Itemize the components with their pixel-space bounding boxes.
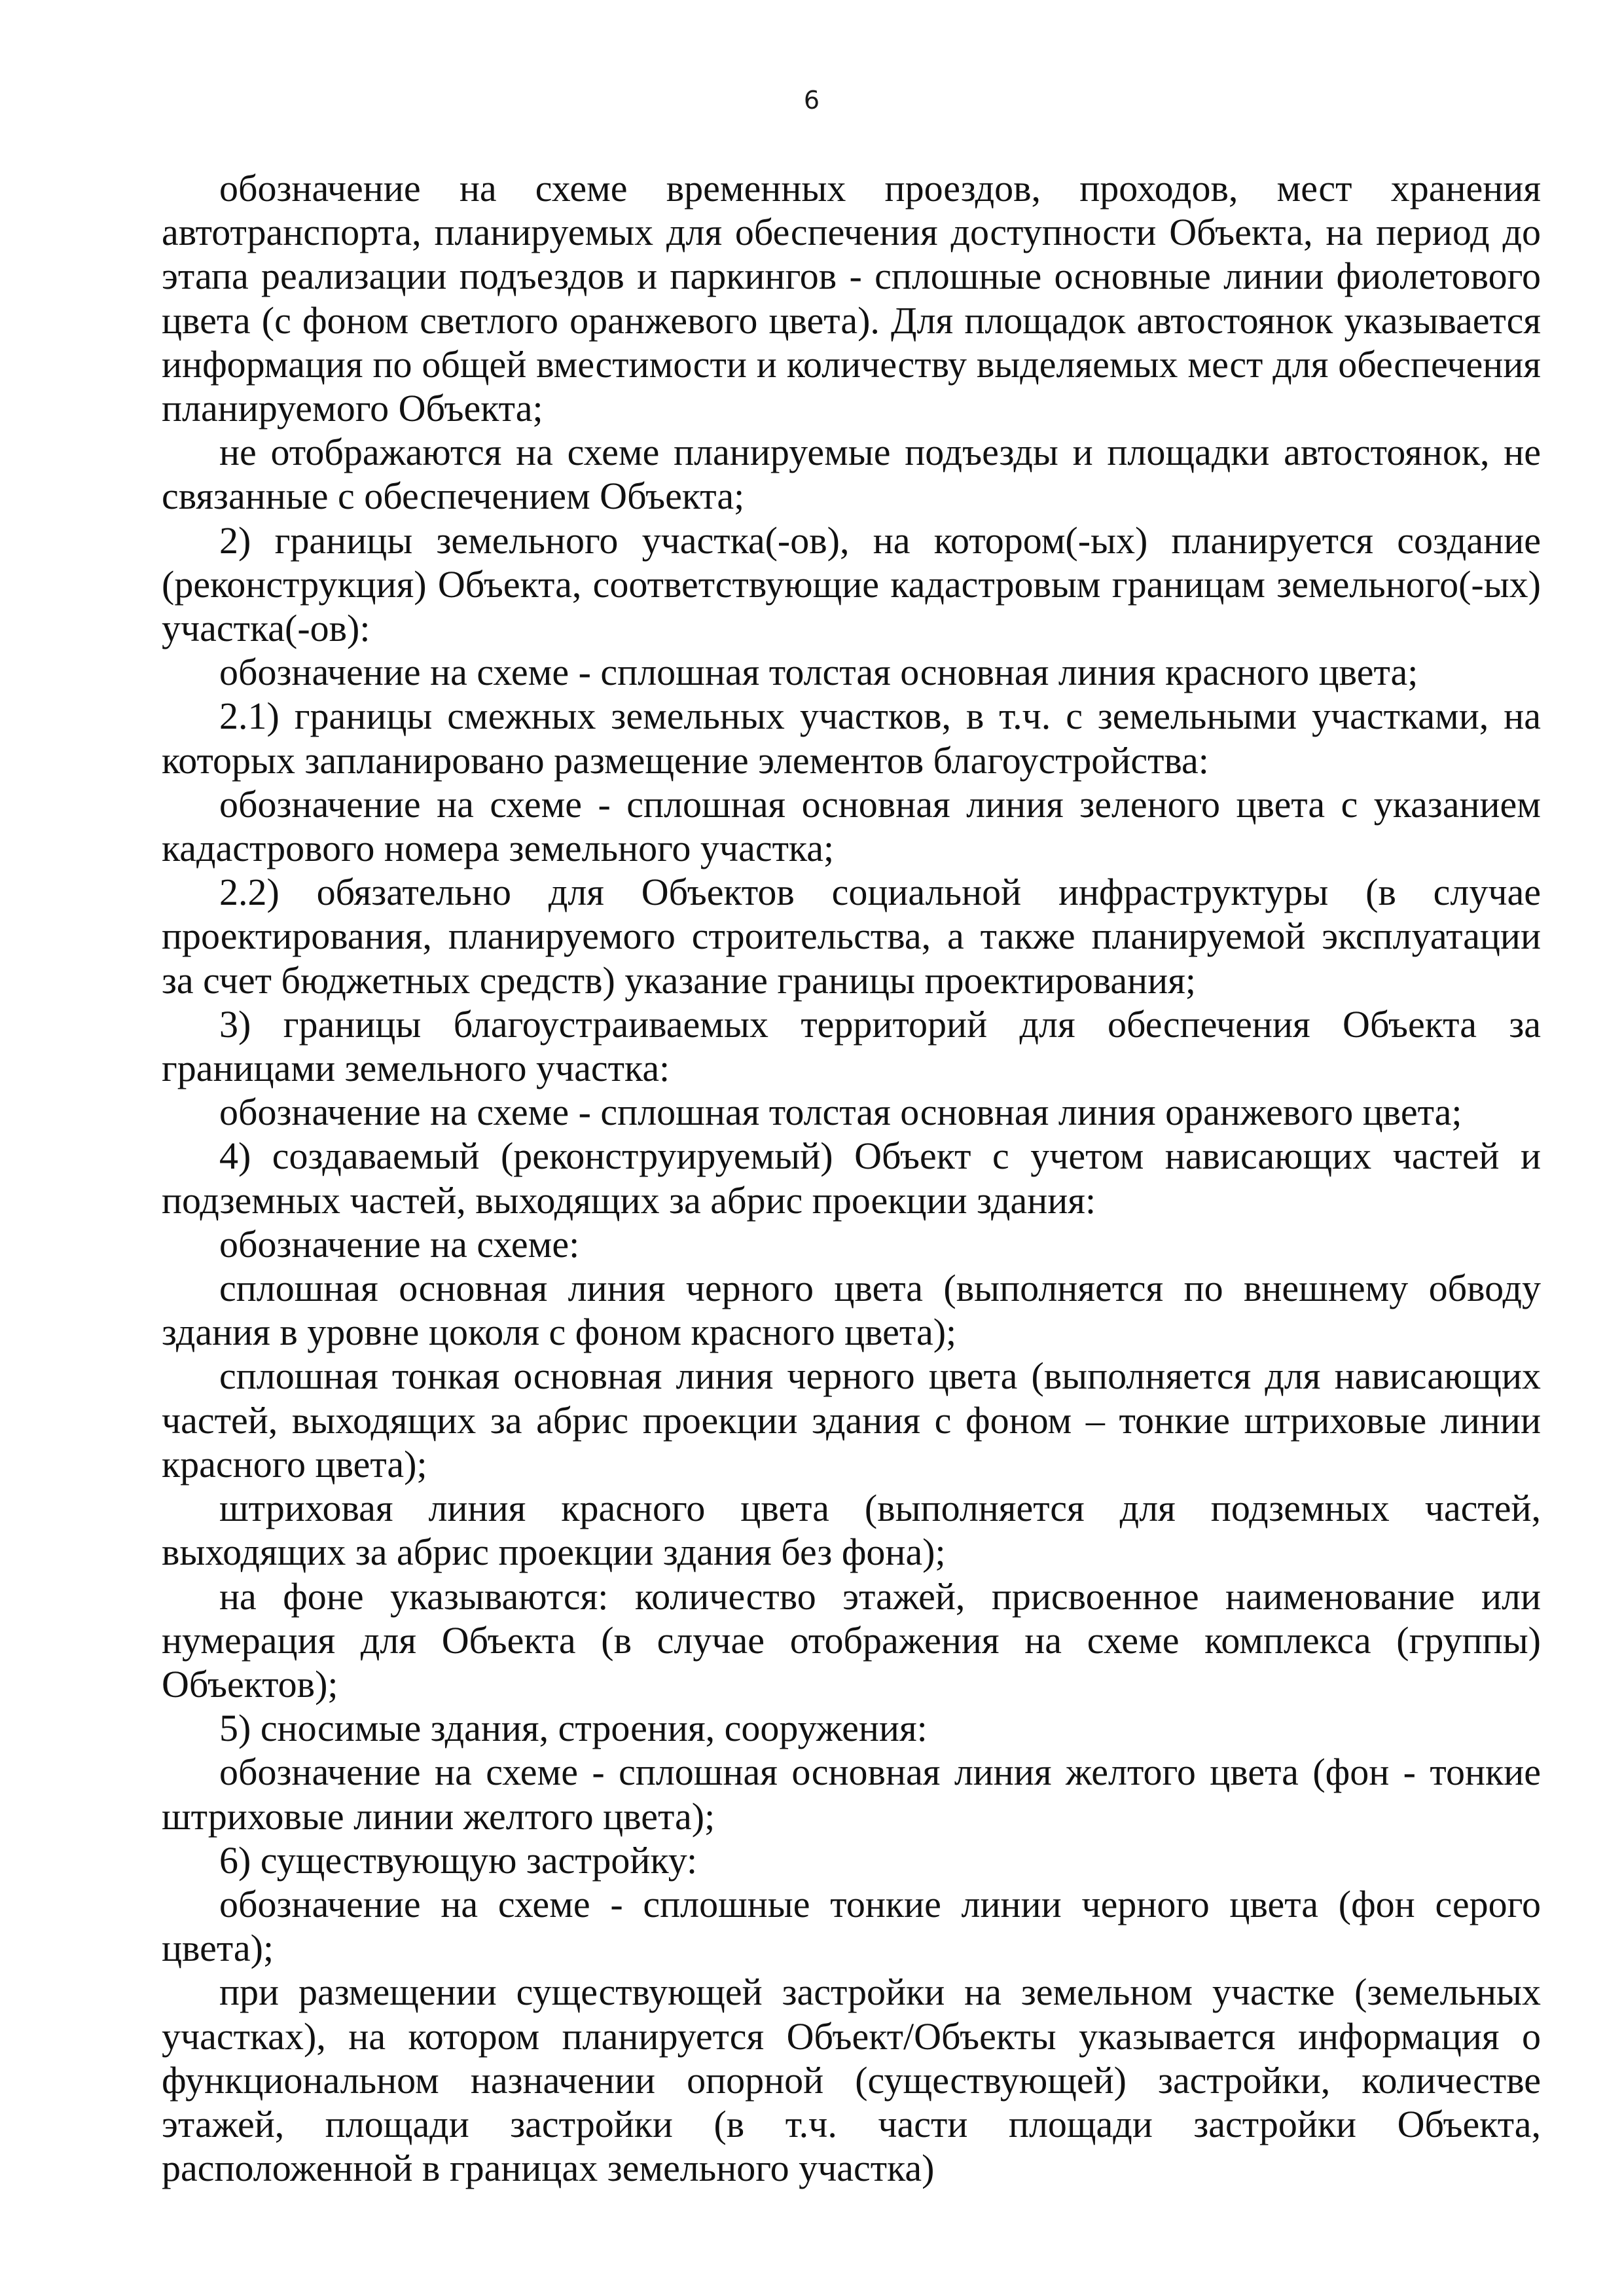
paragraph: обозначение на схеме - сплошная основная линия желтого цвета (фон - тонкие штриховые линии желтого цвета);: [162, 1751, 1541, 1838]
paragraph: 2) границы земельного участка(-ов), на котором(-ых) планируется создание (реконструкция) Объекта, соответствующие кадастровым границам земельного(-ых) участка(-ов):: [162, 519, 1541, 650]
paragraph: обозначение на схеме:: [219, 1222, 580, 1266]
paragraph: 5) сносимые здания, строения, сооружения:: [219, 1707, 928, 1750]
page-number: 6: [803, 86, 820, 115]
paragraph: обозначение на схеме - сплошная основная линия зеленого цвета с указанием кадастрового номера земельного участка;: [162, 782, 1541, 870]
paragraph: 2.2) обязательно для Объектов социальной инфраструктуры (в случае проектирования, планируемого строительства, а также планируемой эксплуатации за счет бюджетных средств) указание границы проектирования;: [162, 871, 1541, 1002]
paragraph: штриховая линия красного цвета (выполняется для подземных частей, выходящих за абрис проекции здания без фона);: [162, 1487, 1541, 1574]
paragraph: 4) создаваемый (реконструируемый) Объект с учетом нависающих частей и подземных частей, выходящих за абрис проекции здания:: [162, 1135, 1541, 1222]
paragraph: обозначение на схеме - сплошные тонкие линии черного цвета (фон серого цвета);: [162, 1882, 1541, 1970]
paragraph: 6) существующую застройку:: [219, 1838, 698, 1882]
paragraph: 3) границы благоустраиваемых территорий для обеспечения Объекта за границами земельного участка:: [162, 1002, 1541, 1090]
paragraph: обозначение на схеме - сплошная толстая основная линия красного цвета;: [219, 651, 1418, 694]
paragraph: обозначение на схеме - сплошная толстая основная линия оранжевого цвета;: [219, 1091, 1462, 1134]
paragraph: 2.1) границы смежных земельных участков, в т.ч. с земельными участками, на которых запланировано размещение элементов благоустройства:: [162, 695, 1541, 782]
paragraph: сплошная тонкая основная линия черного цвета (выполняется для нависающих частей, выходящих за абрис проекции здания с фоном – тонкие штриховые линии красного цвета);: [162, 1355, 1541, 1485]
paragraph: сплошная основная линия черного цвета (выполняется по внешнему обводу здания в уровне цоколя с фоном красного цвета);: [162, 1267, 1541, 1354]
paragraph: обозначение на схеме временных проездов, проходов, мест хранения автотранспорта, планируемых для обеспечения доступности Объекта, на период до этапа реализации подъездов и паркингов - сплошные основные линии фиолетового цвета (с фоном светлого оранжевого цвета). Для площадок автостоянок указывается информация по общей вместимости и количеству выделяемых мест для обеспечения планируемого Объекта;: [162, 167, 1541, 430]
paragraph: на фоне указываются: количество этажей, присвоенное наименование или нумерация для Объекта (в случае отображения на схеме комплекса (группы) Объектов);: [162, 1575, 1541, 1705]
paragraph: не отображаются на схеме планируемые подъезды и площадки автостоянок, не связанные с обеспечением Объекта;: [162, 431, 1541, 518]
document-body: [162, 166, 1541, 2190]
paragraph: при размещении существующей застройки на земельном участке (земельных участках), на котором планируется Объект/Объекты указывается информация о функциональном назначении опорной (существующей) застройки, количестве этажей, площади застройки (в т.ч. части площади застройки Объекта, расположенной в границах земельного участка): [162, 1971, 1541, 2190]
